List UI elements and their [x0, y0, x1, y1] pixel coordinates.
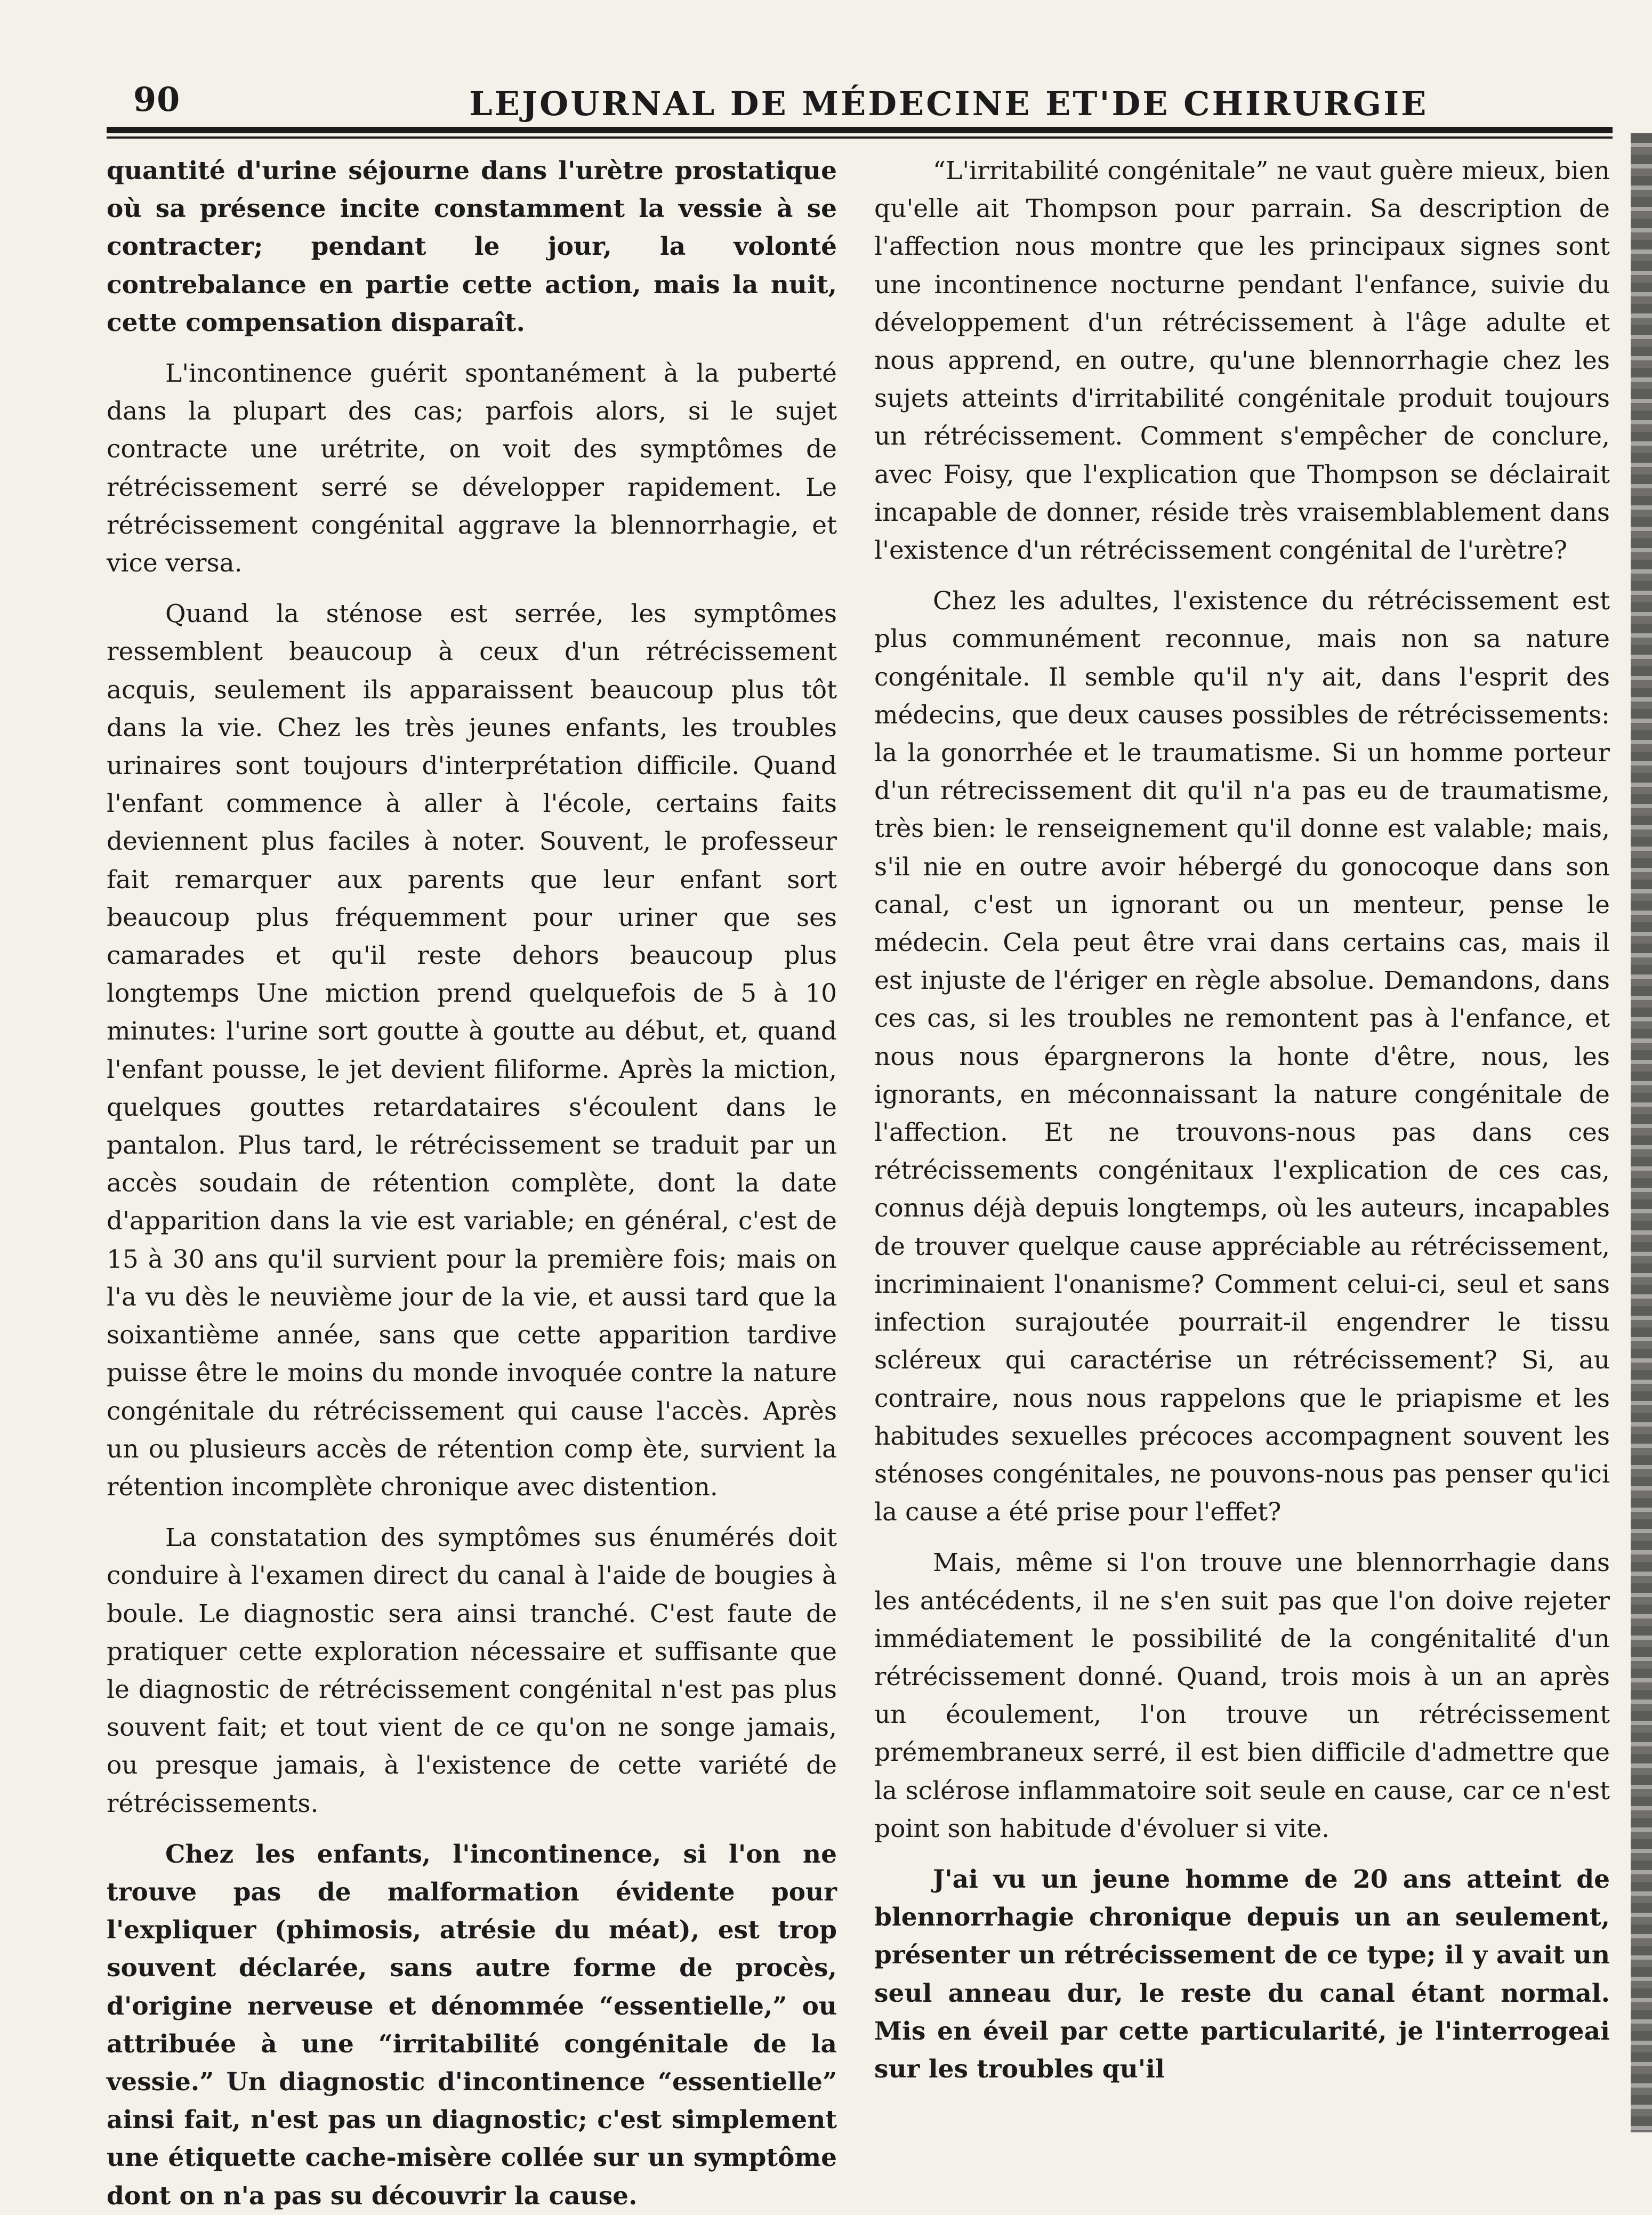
paragraph: Mais, même si l'on trouve une blennorrhagie dans les antécédents, il ne s'en suit pas que l'on doive rejeter immédiatement le possibilité de la congénitalité d'un rétrécissement donné. Quand, trois mois à un an après un écoulement, l'on trouve un rétrécissement prémembraneux serré, il est bien difficile d'admettre que la sclérose inflammatoire soit seule en cause, car ce n'est point son habitude d'évoluer si vite.: [874, 1548, 1610, 1843]
header-rule-thick: [107, 127, 1613, 133]
paragraph: quantité d'urine séjourne dans l'urètre prostatique où sa présence incite constamment la vessie à se contracter; pendant le jour, la volonté contrebalance en partie cette action, mais la nuit, cette compensation disparaît.: [107, 156, 837, 337]
paragraph: Chez les adultes, l'existence du rétrécissement est plus communément reconnue, mais non sa nature congénitale. Il semble qu'il n'y ait, dans l'esprit des médecins, que deux causes possibles de rétrécissements: la la gonorrhée et le traumatisme. Si un homme porteur d'un rétrecissement dit qu'il n'a pas eu de traumatisme, très bien: le renseignement qu'il donne est valable; mais, s'il nie en outre avoir hébergé du gonocoque dans son canal, c'est un ignorant ou un menteur, pense le médecin. Cela peut être vrai dans certains cas, mais il est injuste de l'ériger en règle absolue. Demandons, dans ces cas, si les troubles ne remontent pas à l'enfance, et nous nous épargnerons la honte d'être, nous, les ignorants, en méconnaissant la nature congénitale de l'affection. Et ne trouvons-nous pas dans ces rétrécissements congénitaux l'explication de ces cas, connus déjà depuis longtemps, où les auteurs, incapables de trouver quelque cause appréciable au rétrécissement, incriminaient l'onanisme? Comment celui-ci, seul et sans infection surajoutée pourrait-il engendrer le tissu scléreux qui caractérise un rétrécissement? Si, au contraire, nous nous rappelons que le priapisme et les habitudes sexuelles précoces accompagnent souvent les sténoses congénitales, ne pouvons-nous pas penser qu'ici la cause a été prise pour l'effet?: [874, 586, 1610, 1527]
paragraph: Chez les enfants, l'incontinence, si l'on ne trouve pas de malformation évidente pour l'expliquer (phimosis, atrésie du méat), est trop souvent déclarée, sans autre forme de procès, d'origine nerveuse et dénommée “essentielle,” ou attribuée à une “irritabilité congénitale de la vessie.” Un diagnostic d'incontinence “essentielle” ainsi fait, n'est pas un diagnostic; c'est simplement une étiquette cache-misère collée sur un symptôme dont on n'a pas su découvrir la cause.: [107, 1839, 837, 2211]
paragraph: “L'irritabilité congénitale” ne vaut guère mieux, bien qu'elle ait Thompson pour parrain. Sa description de l'affection nous montre que les principaux signes sont une incontinence nocturne pendant l'enfance, suivie du développement d'un rétrécissement à l'âge adulte et nous apprend, en outre, qu'une blennorrhagie chez les sujets atteints d'irritabilité congénitale produit toujours un rétrécissement. Comment s'empêcher de conclure, avec Foisy, que l'explication que Thompson se déclairait incapable de donner, réside très vraisemblablement dans l'existence d'un rétrécissement congénital de l'urètre?: [874, 156, 1610, 566]
paragraph: L'incontinence guérit spontanément à la puberté dans la plupart des cas; parfois alors, si le sujet contracte une urétrite, on voit des symptômes de rétrécissement serré se développer rapidement. Le rétrécissement congénital aggrave la blennorrhagie, et vice versa.: [107, 359, 837, 578]
left-column: [107, 152, 837, 2211]
right-column: [874, 152, 1610, 2124]
header-rule-thin: [107, 136, 1613, 139]
paragraph: J'ai vu un jeune homme de 20 ans atteint de blennorrhagie chronique depuis un an seulement, présenter un rétrécissement de ce type; il y avait un seul anneau dur, le reste du canal étant normal. Mis en éveil par cette particularité, je l'interrogeai sur les troubles qu'il: [874, 1864, 1610, 2084]
paragraph: La constatation des symptômes sus énumérés doit conduire à l'examen direct du canal à l'aide de bougies à boule. Le diagnostic sera ainsi tranché. C'est faute de pratiquer cette exploration nécessaire et suffisante que le diagnostic de rétrécissement congénital n'est pas plus souvent fait; et tout vient de ce qu'on ne songe jamais, ou presque jamais, à l'existence de cette variété de rétrécissements.: [107, 1523, 837, 1818]
page-number: 90: [133, 80, 181, 119]
scan-edge-shadow: [1631, 133, 1652, 2132]
running-title: LEJOURNAL DE MÉDECINE ET'DE CHIRURGIE: [469, 84, 1429, 123]
paragraph: Quand la sténose est serrée, les symptômes ressemblent beaucoup à ceux d'un rétrécissement acquis, seulement ils apparaissent beaucoup plus tôt dans la vie. Chez les très jeunes enfants, les troubles urinaires sont toujours d'interprétation difficile. Quand l'enfant commence à aller à l'école, certains faits deviennent plus faciles à noter. Souvent, le professeur fait remarquer aux parents que leur enfant sort beaucoup plus fréquemment pour uriner que ses camarades et qu'il reste dehors beaucoup plus longtemps Une miction prend quelquefois de 5 à 10 minutes: l'urine sort goutte à goutte au début, et, quand l'enfant pousse, le jet devient filiforme. Après la miction, quelques gouttes retardataires s'écoulent dans le pantalon. Plus tard, le rétrécissement se traduit par un accès soudain de rétention complète, dont la date d'apparition dans la vie est variable; en général, c'est de 15 à 30 ans qu'il survient pour la première fois; mais on l'a vu dès le neuvième jour de la vie, et aussi tard que la soixantième année, sans que cette apparition tardive puisse être le moins du monde invoquée contre la nature congénitale du rétrécissement qui cause l'accès. Après un ou plusieurs accès de rétention comp ète, survient la rétention incomplète chronique avec distention.: [107, 599, 837, 1502]
